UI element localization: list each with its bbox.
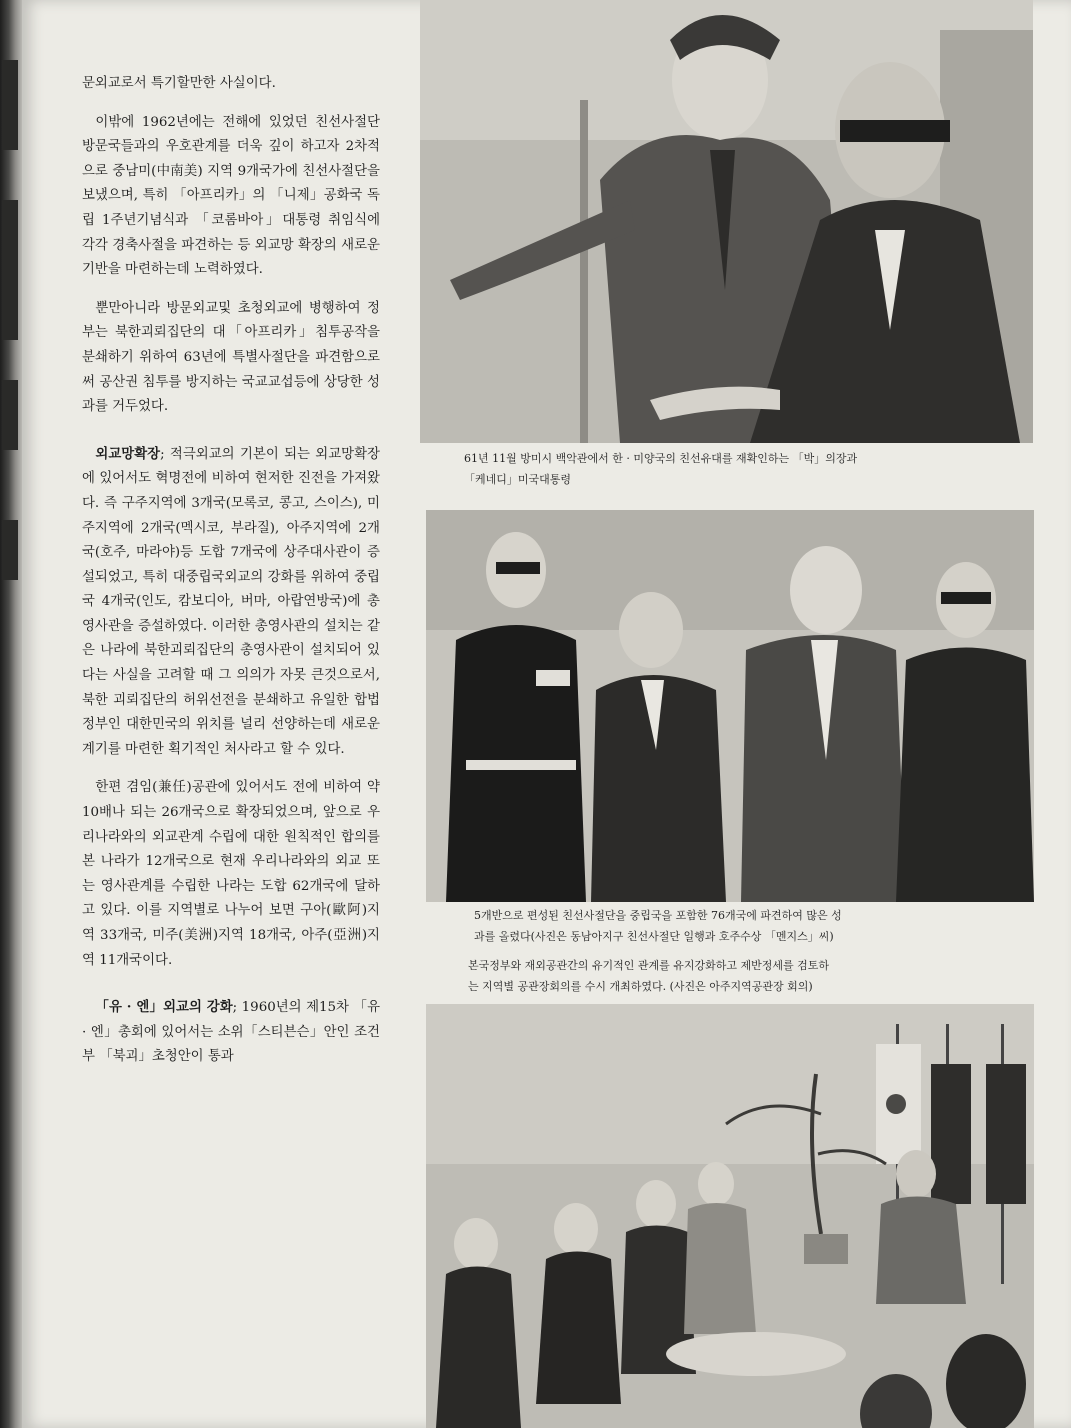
photo-ambassadors-conference	[426, 1004, 1034, 1428]
caption-photo-2	[474, 905, 1034, 947]
magazine-page	[22, 0, 1071, 1428]
article-text-column	[82, 72, 380, 1084]
caption-1-line-1: 61년 11월 방미시 백악관에서 한 · 미양국의 친선유대를 재확인하는 「박」의장과	[464, 452, 858, 465]
paragraph-3: 뿐만아니라 방문외교및 초청외교에 병행하여 정부는 북한괴뢰집단의 대「아프리카」침투공작을 분쇄하기 위하여 63년에 특별사절단을 파견함으로써 공산권 침투를 방지하는 국교교섭등에 상당한 성과를 거두었다.	[82, 300, 380, 415]
caption-2-line-2: 과를 올렸다(사진은 동남아지구 친선사절단 일행과 호주수상 「멘지스」씨)	[474, 930, 834, 943]
magazine-binding	[0, 0, 22, 1428]
paragraph-diplomatic-network	[82, 442, 380, 763]
caption-3-line-1: 본국정부와 재외공관간의 유기적인 관계를 유지강화하고 제반정세를 검토하	[468, 959, 830, 972]
paragraph-un-diplomacy	[82, 995, 380, 1070]
paragraph-5: 한편 겸임(兼任)공관에 있어서도 전에 비하여 약 10배나 되는 26개국으로 확장되었으며, 앞으로 우리나라와의 외교관계 수립에 대한 원칙적인 합의를 본 나라가 12개국으로 현재 우리나라와의 외교 또는 영사관계를 수립한 나라는 도합 62개국에 달하고 있다. 이를 지역별로 나누어 보면 구아(歐阿)지역 33개국, 미주(美洲)지역 18개국, 아주(亞洲)지역 11개국이다.	[82, 780, 380, 968]
caption-3-line-2: 는 지역별 공관장회의를 수시 개최하였다. (사진은 아주지역공관장 회의)	[468, 980, 813, 993]
paragraph-4-text: ; 적극외교의 기본이 되는 외교망확장에 있어서도 혁명전에 비하여 현저한 진전을 가져왔다. 즉 구주지역에 3개국(모록코, 콩고, 스이스), 미주지역에 2개국(멕시코, 부라질), 아주지역에 2개국(호주, 마라야)등 도합 7개국에 상주대사관이 증설되었고, 특히 대중립국외교의 강화를 위하여 중립국 4개국(인도, 캄보디아, 버마, 아랍연방국)에 총영사관을 증설하였다. 이러한 총영사관의 설치는 같은 나라에 북한괴뢰집단의 총영사관이 설치되어 있다는 사실을 고려할 때 그 의의가 자못 큰것으로서, 북한 괴뢰집단의 허위선전을 분쇄하고 유일한 합법정부인 대한민국의 위치를 널리 선양하는데 새로운 계기를 마련한 획기적인 처사라고 할 수 있다.	[82, 446, 380, 757]
paragraph-1: 문외교로서 특기할만한 사실이다.	[82, 76, 276, 91]
paragraph-2: 이밖에 1962년에는 전해에 있었던 친선사절단 방문국들과의 우호관계를 더욱 깊이 하고자 2차적으로 중남미(中南美) 지역 9개국가에 친선사절단을 보냈으며, 특히 「아프리카」의 「니제」공화국 독립 1주년기념식과 「코롬바아」대통령 취임식에 각각 경축사절을 파견하는 등 외교망 확장의 새로운 기반을 마련하는데 노력하였다.	[82, 114, 380, 278]
caption-2-line-1: 5개반으로 편성된 친선사절단을 중립국을 포함한 76개국에 파견하여 많은 성	[474, 909, 842, 922]
photo-goodwill-mission	[426, 510, 1034, 902]
caption-1-line-2: 「케네디」미국대통령	[464, 473, 572, 486]
section-heading-un: 「유 · 엔」외교의 강화	[95, 999, 233, 1016]
section-heading-network: 외교망확장	[95, 445, 161, 462]
paragraph-6-text: ; 1960년의 제15차 「유 · 엔」총회에 있어서는 소위「스티븐슨」안인 조건부 「북괴」초청안이 통과	[82, 1000, 380, 1065]
caption-photo-1	[464, 448, 1024, 490]
photo-white-house-meeting	[420, 0, 1033, 443]
caption-photo-3	[468, 955, 1034, 997]
